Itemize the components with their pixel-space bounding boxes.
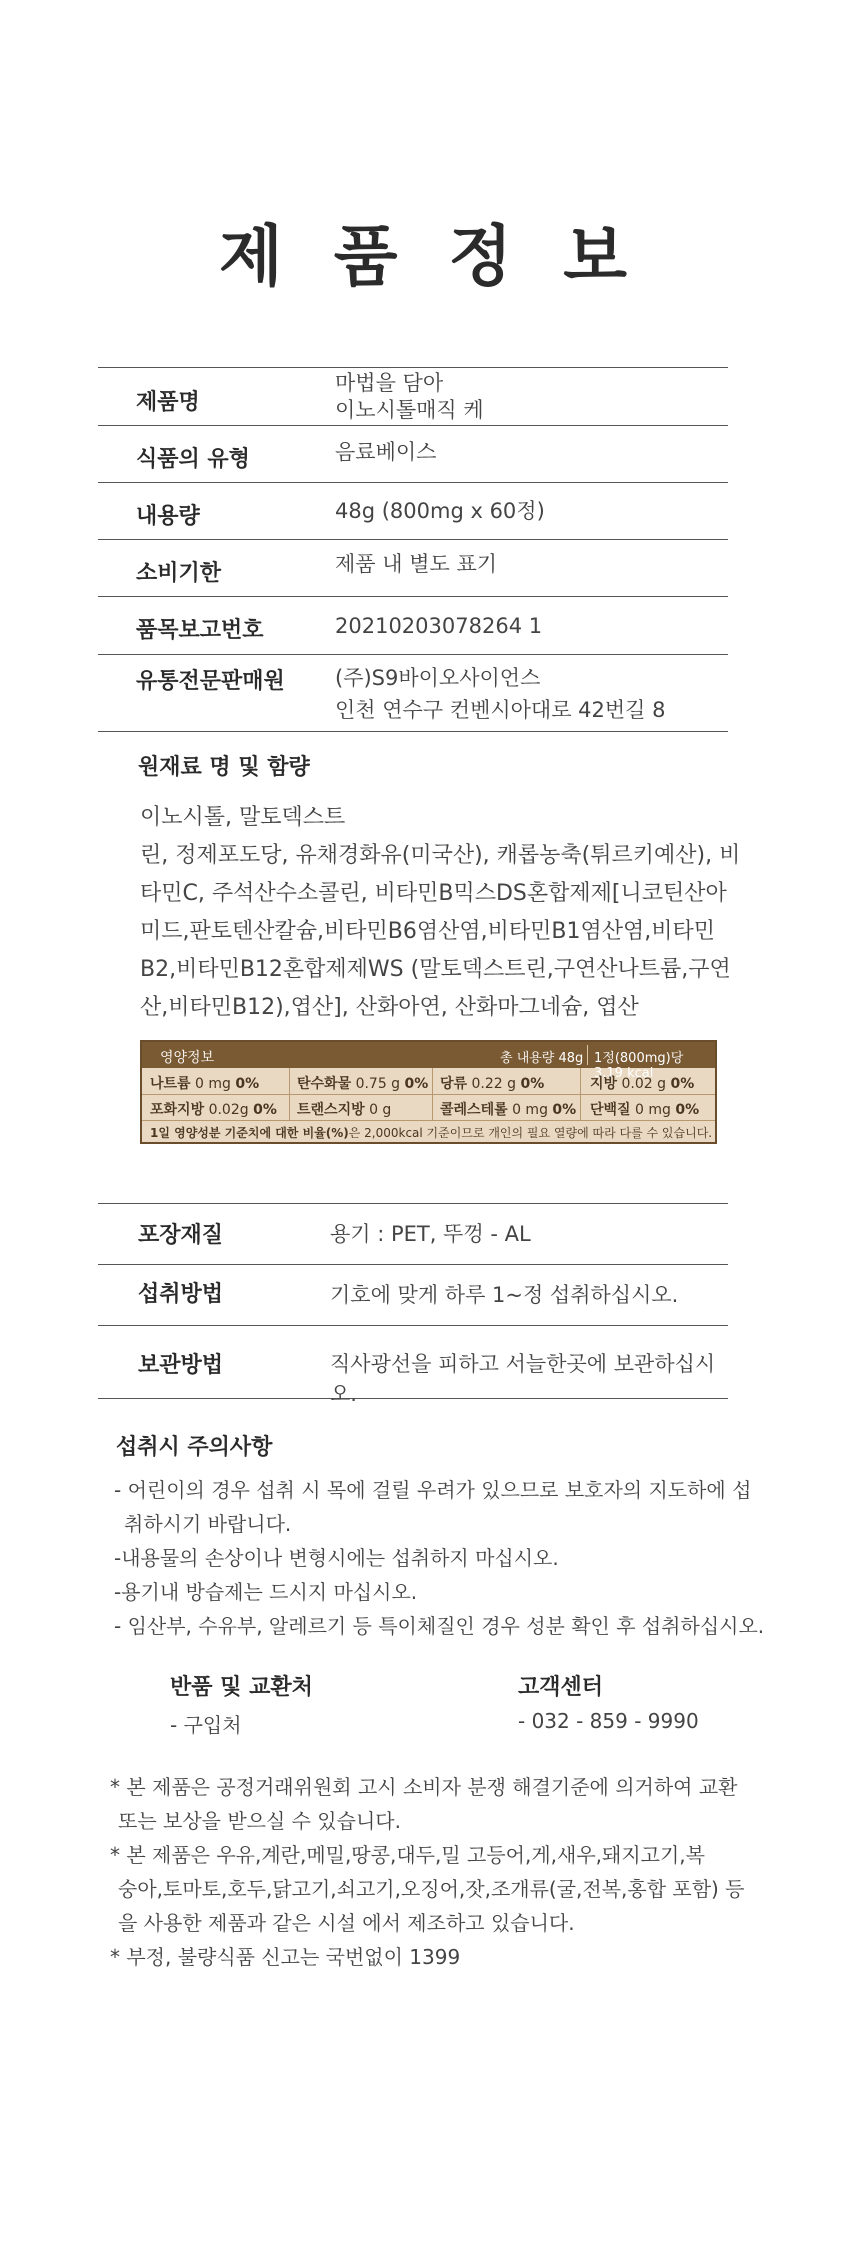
nutrient-protein: 단백질 0 mg 0%	[590, 1102, 700, 1118]
info-value	[335, 370, 484, 424]
caution-list	[114, 1473, 765, 1643]
info-value: 음료베이스	[335, 440, 437, 464]
info-row-expiry	[98, 539, 728, 596]
nutrition-header-divider	[587, 1045, 588, 1065]
nutrient-fat: 지방 0.02 g 0%	[590, 1076, 695, 1092]
info-label: 내용량	[136, 504, 200, 529]
ingredients-line: 이노시톨, 말토덱스트	[140, 805, 346, 830]
ingredients-line: B2,비타민B12혼합제제WS (말토덱스트린,구연산나트륨,구연	[140, 957, 731, 982]
note-line: * 본 제품은 우유,계란,메밀,땅콩,대두,밀 고등어,게,새우,돼지고기,복	[110, 1843, 705, 1867]
packaging-row-storage	[98, 1325, 728, 1406]
nutrition-col-divider	[432, 1068, 433, 1094]
packaging-label: 섭취방법	[138, 1282, 224, 1307]
info-row-content	[98, 482, 728, 539]
ingredients-line: 타민C, 주석산수소콜린, 비타민B믹스DS혼합제제[니코틴산아	[140, 881, 727, 906]
packaging-value: 기호에 맞게 하루 1~정 섭취하십시오.	[330, 1283, 679, 1307]
info-value	[335, 662, 666, 726]
nutrient-carbohydrate: 탄수화물 0.75 g 0%	[297, 1076, 429, 1092]
page-title: 제 품 정 보	[219, 218, 641, 295]
nutrition-header	[142, 1042, 715, 1081]
info-label: 유통전문판매원	[136, 669, 285, 694]
packaging-label: 포장재질	[138, 1223, 224, 1248]
ingredients-section	[140, 750, 740, 1027]
customer-service-section	[518, 1670, 699, 1733]
note-line: * 본 제품은 공정거래위원회 고시 소비자 분쟁 해결기준에 의거하여 교환	[110, 1775, 738, 1799]
ingredients-title: 원재료 명 및 함량	[138, 755, 310, 780]
nutrition-col-divider	[580, 1094, 581, 1120]
info-value: 20210203078264 1	[335, 614, 543, 638]
returns-title: 반품 및 교환처	[170, 1675, 313, 1700]
nutrition-col-divider	[289, 1094, 290, 1120]
nutrition-per-serving: 1정(800mg)당 3.19 kcal	[594, 1051, 684, 1081]
packaging-table	[98, 1203, 728, 1406]
info-row-food-type	[98, 425, 728, 482]
nutrition-col-divider	[432, 1094, 433, 1120]
ingredients-line: 미드,판토텐산칼슘,비타민B6염산염,비타민B1염산염,비타민	[140, 919, 715, 944]
nutrition-row-divider	[142, 1094, 715, 1095]
customer-service-phone: - 032 - 859 - 9990	[518, 1709, 699, 1733]
nutrition-facts-table	[140, 1040, 717, 1144]
customer-service-title: 고객센터	[518, 1675, 604, 1700]
info-label: 제품명	[136, 390, 200, 415]
nutrition-col-divider	[289, 1068, 290, 1094]
notes-section	[110, 1770, 770, 1974]
packaging-label: 보관방법	[138, 1353, 224, 1378]
info-row-report-number	[98, 596, 728, 654]
caution-title: 섭취시 주의사항	[116, 1435, 273, 1460]
returns-value: - 구입처	[170, 1713, 242, 1737]
nutrition-total: 총 내용량 48g	[500, 1051, 584, 1066]
nutrition-col-divider	[580, 1068, 581, 1094]
packaging-value: 용기 : PET, 뚜껑 - AL	[330, 1222, 531, 1246]
nutrition-title: 영양정보	[160, 1050, 215, 1066]
info-row-product-name	[98, 367, 728, 425]
info-value-line: (주)S9바이오사이언스	[335, 666, 541, 690]
info-label: 식품의 유형	[136, 447, 250, 472]
note-line: 또는 보상을 받으실 수 있습니다.	[118, 1809, 401, 1833]
ingredients-text	[140, 799, 740, 1027]
packaging-row-material	[98, 1203, 728, 1264]
info-row-distributor	[98, 654, 728, 732]
caution-line: -내용물의 손상이나 변형시에는 섭취하지 마십시오.	[114, 1546, 559, 1570]
caution-section	[114, 1430, 765, 1643]
caution-line: 취하시기 바랍니다.	[124, 1512, 292, 1536]
info-label: 품목보고번호	[136, 618, 264, 643]
caution-line: - 어린이의 경우 섭취 시 목에 걸릴 우려가 있으므로 보호자의 지도하에 섭	[114, 1478, 752, 1502]
nutrient-sugar: 당류 0.22 g 0%	[440, 1076, 545, 1092]
packaging-value: 직사광선을 피하고 서늘한곳에 보관하십시오.	[330, 1352, 716, 1406]
info-value: 제품 내 별도 표기	[335, 552, 498, 576]
caution-line: - 임산부, 수유부, 알레르기 등 특이체질인 경우 성분 확인 후 섭취하십시오.	[114, 1614, 765, 1638]
ingredients-line: 산,비타민B12),엽산], 산화아연, 산화마그네슘, 엽산	[140, 995, 639, 1020]
nutrient-sodium: 나트륨 0 mg 0%	[150, 1076, 260, 1092]
info-label: 소비기한	[136, 561, 222, 586]
info-value-line: 마법을 담아	[335, 371, 444, 395]
product-info-table	[98, 367, 728, 732]
ingredients-line: 린, 정제포도당, 유채경화유(미국산), 캐롭농축(튀르키예산), 비	[140, 843, 741, 868]
nutrient-trans-fat: 트랜스지방 0 g	[297, 1102, 392, 1118]
info-value: 48g (800mg x 60정)	[335, 499, 545, 523]
info-value-line: 이노시톨매직 케	[335, 398, 484, 422]
nutrition-row-divider	[142, 1120, 715, 1121]
packaging-row-intake	[98, 1264, 728, 1325]
note-line: 을 사용한 제품과 같은 시설 에서 제조하고 있습니다.	[118, 1911, 575, 1935]
info-value-line: 인천 연수구 컨벤시아대로 42번길 8	[335, 698, 666, 722]
nutrient-cholesterol: 콜레스테롤 0 mg 0%	[440, 1102, 577, 1118]
nutrition-footnote: 1일 영양성분 기준치에 대한 비율(%)은 2,000kcal 기준이므로 개인의 필요 열량에 따라 다를 수 있습니다.	[150, 1126, 713, 1140]
note-line: * 부정, 불량식품 신고는 국번없이 1399	[110, 1945, 461, 1969]
returns-section	[170, 1670, 313, 1738]
note-line: 숭아,토마토,호두,닭고기,쇠고기,오징어,잣,조개류(굴,전복,홍합 포함) 등	[118, 1877, 745, 1901]
nutrient-saturated-fat: 포화지방 0.02g 0%	[150, 1102, 277, 1118]
caution-line: -용기내 방습제는 드시지 마십시오.	[114, 1580, 418, 1604]
